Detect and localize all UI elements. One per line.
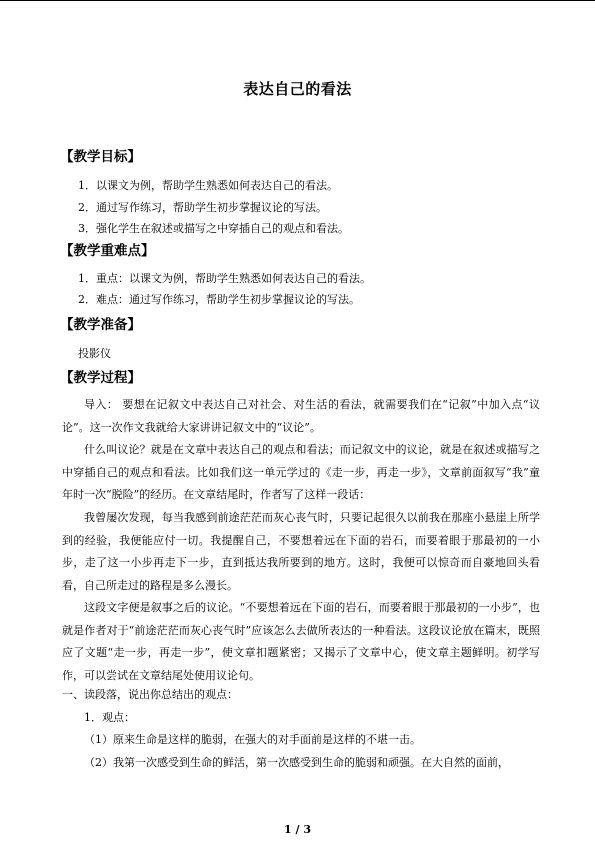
section-heading-key-points: 【教学重难点】 — [60, 243, 155, 259]
key-point-item-1: 1．重点：以课文为例，帮助学生熟悉如何表达自己的看法。 — [78, 272, 371, 285]
goal-item-1: 1．以课文为例，帮助学生熟悉如何表达自己的看法。 — [78, 179, 338, 192]
process-paragraph-intro: 导入： 要想在记叙文中表达自己对社会、对生活的看法，就需要我们在“记叙”中加入点“议论”。这一次作文我就给大家讲讲记叙文中的“议论”。 — [62, 398, 540, 434]
process-paragraph-definition: 什么叫议论？就是在文章中表达自己的观点和看法；而记叙文中的议论，就是在叙述或描写之中穿插自己的观点和看法。比如我们这一单元学过的《走一步，再走一步》，文章前面叙写“我”童年时一次“脱险”的经历。在文章结尾时，作者写了这样一段话： — [62, 443, 540, 502]
goal-item-3: 3．强化学生在叙述或描写之中穿插自己的观点和看法。 — [78, 222, 349, 235]
outline-point-1: （1）原来生命是这样的脆弱，在强大的对手面前是这样的不堪一击。 — [84, 733, 421, 746]
section-heading-process: 【教学过程】 — [60, 370, 141, 386]
key-point-item-2: 2．难点：通过写作练习，帮助学生初步掌握议论的写法。 — [78, 293, 360, 306]
section-heading-preparation: 【教学准备】 — [60, 317, 141, 333]
section-heading-goals: 【教学目标】 — [60, 149, 141, 165]
header-rule — [0, 0, 595, 1]
process-paragraph-analysis: 这段文字便是叙事之后的议论。“不要想着远在下面的岩石，而要着眼于那最初的一小步”，也就是作者对于“前途茫茫而灰心丧气时”应该怎么去做所表达的一种看法。这段议论放在篇末，既照应了文题“走一步，再走一步”，使文章扣题紧密；又揭示了文章中心，使文章主题鲜明。初学写作，可以尝试在文章结尾处使用议论句。 — [62, 601, 540, 682]
outline-point-2: （2）我第一次感受到生命的鲜活，第一次感受到生命的脆弱和顽强。在大自然的面前， — [84, 756, 509, 769]
document-title: 表达自己的看法 — [243, 80, 352, 98]
outline-sub-1: 1．观点： — [84, 711, 135, 724]
page-number: 1 / 3 — [284, 823, 311, 836]
goal-item-2: 2．通过写作练习，帮助学生初步掌握议论的写法。 — [78, 201, 327, 214]
process-paragraph-quote: 我曾屡次发现，每当我感到前途茫茫而灰心丧气时，只要记起很久以前我在那座小悬崖上所学到的经验，我便能应付一切。我提醒自己，不要想着远在下面的岩石，而要着眼于那最初的一小步，走了这一小步再走下一步，直到抵达我所要到的地方。这时，我便可以惊奇而自豪地回头看看，自己所走过的路程是多么漫长。 — [62, 511, 540, 592]
outline-step-1: 一、读段落，说出你总结出的观点： — [62, 688, 238, 701]
preparation-text: 投影仪 — [78, 347, 111, 360]
